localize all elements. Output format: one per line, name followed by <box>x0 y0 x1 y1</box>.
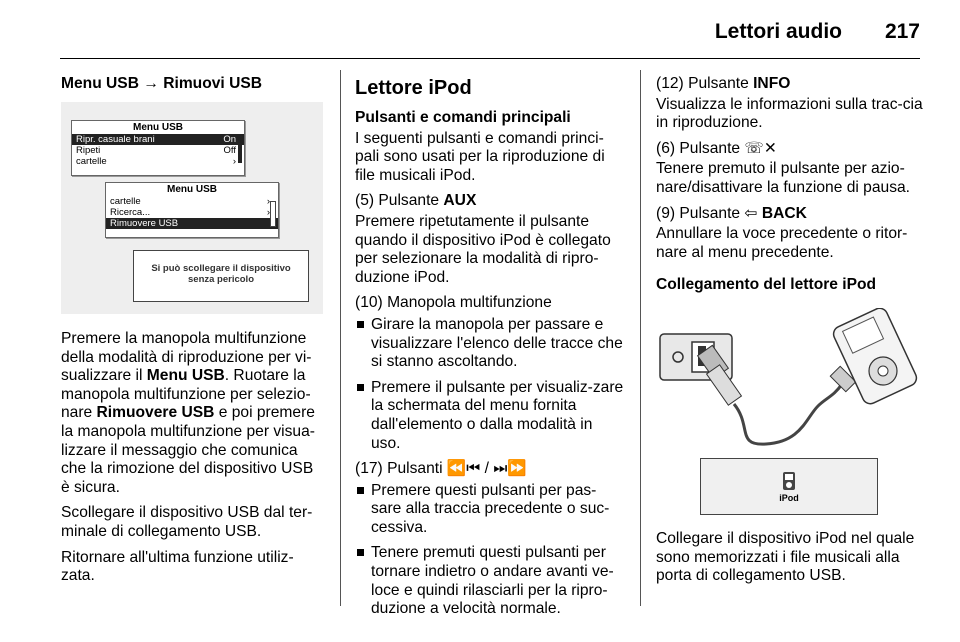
ipod-cable-illustration <box>656 308 918 453</box>
screen-title: Menu USB <box>133 122 183 133</box>
connect-desc: Collegare il dispositivo iPod nel quale sono memorizzati i file musicali alla porta di collegamento USB. <box>656 530 915 585</box>
section-heading: Lettore iPod <box>355 77 472 99</box>
usb-removal-instructions: Premere la manopola multifunzione della modalità di riproduzione per vi-sualizzare il Menu USB. Ruotare la manopola multifunzione per selezio-nare Rimuovere USB e poi premere la manopola multifunzione per visua-lizzare il messaggio che comunica che la rimozione del dispositivo USB è sicura. <box>61 330 315 496</box>
subheading: Pulsanti e comandi principali <box>355 109 571 126</box>
info-button-label: (12) Pulsante INFO <box>656 75 791 92</box>
menu-screen-1 <box>71 120 245 176</box>
column-2 <box>355 75 625 626</box>
page-header <box>0 0 960 60</box>
return-instructions: Ritornare all'ultima funzione utiliz-zata. <box>61 548 294 585</box>
menu-path: Menu USB → Rimuovi USB <box>61 75 262 92</box>
info-button-desc: Visualizza le informazioni sulla trac-cia in riproduzione. <box>656 95 923 132</box>
back-button-label: (9) Pulsante ⇦ BACK <box>656 204 807 222</box>
column-3 <box>656 75 924 302</box>
screen-title: Menu USB <box>167 184 217 195</box>
ipod-icon <box>782 471 796 491</box>
ipod-connection-figure <box>656 308 918 523</box>
column-1 <box>61 75 324 101</box>
scrollbar <box>270 201 276 227</box>
usb-menu-figure <box>61 102 323 314</box>
column-3-bottom <box>656 530 924 593</box>
header-rule <box>60 58 920 59</box>
column-divider-1 <box>340 70 341 606</box>
connect-heading: Collegamento del lettore iPod <box>656 276 877 294</box>
pause-button-label: (6) Pulsante ☏✕ <box>656 139 777 157</box>
section-title: Lettori audio <box>714 20 842 43</box>
unplug-instructions: Scollegare il dispositivo USB dal ter-minale di collegamento USB. <box>61 504 313 540</box>
knob-label: (10) Manopola multifunzione <box>355 294 552 312</box>
ipod-display-box <box>700 458 878 515</box>
menu-row: Ripeti Off <box>76 145 236 156</box>
list-item: Premere il pulsante per visualiz-zare la schermata del menu fornita dall'elemento o dalla modalità in uso. <box>355 379 625 453</box>
menu-row: Rimuovere USB <box>106 218 278 229</box>
menu-row: cartelle › <box>76 156 236 167</box>
skip-buttons-label: (17) Pulsanti ⏪⏮ / ⏭⏩ <box>355 460 527 478</box>
safe-removal-message: Si può scollegare il dispositivo senza pericolo <box>133 250 309 302</box>
pause-button-desc: Tenere premuto il pulsante per azio-nare/disattivare la funzione di pausa. <box>656 160 910 196</box>
column-1-text <box>61 330 324 593</box>
menu-row: Ricerca... › <box>110 207 270 218</box>
ipod-label: iPod <box>779 493 799 503</box>
back-button-desc: Annullare la voce precedente o ritor-nare al menu precedente. <box>656 225 908 261</box>
list-item: Girare la manopola per passare e visualizzare l'elenco delle tracce che si stanno ascoltando. <box>355 316 625 372</box>
list-item: Tenere premuti questi pulsanti per tornare indietro o andare avanti ve-loce e quindi rilasciarli per la ripro-duzione a velocità normale. <box>355 544 625 618</box>
aux-button-desc: Premere ripetutamente il pulsante quando il dispositivo iPod è collegato per selezionare la modalità di ripro-duzione iPod. <box>355 212 611 286</box>
intro-text: I seguenti pulsanti e comandi princi-pali sono usati per la riproduzione di file musicali iPod. <box>355 129 605 184</box>
menu-row: Ripr. casuale brani On <box>72 134 244 145</box>
page-number: 217 <box>884 20 920 43</box>
scrollbar <box>238 135 242 163</box>
menu-screen-2 <box>105 182 279 238</box>
column-divider-2 <box>640 70 641 606</box>
menu-row: cartelle › <box>110 196 270 207</box>
list-item: Premere questi pulsanti per pas-sare alla traccia precedente o suc-cessiva. <box>355 482 625 538</box>
aux-button-label: (5) Pulsante AUX <box>355 192 477 210</box>
